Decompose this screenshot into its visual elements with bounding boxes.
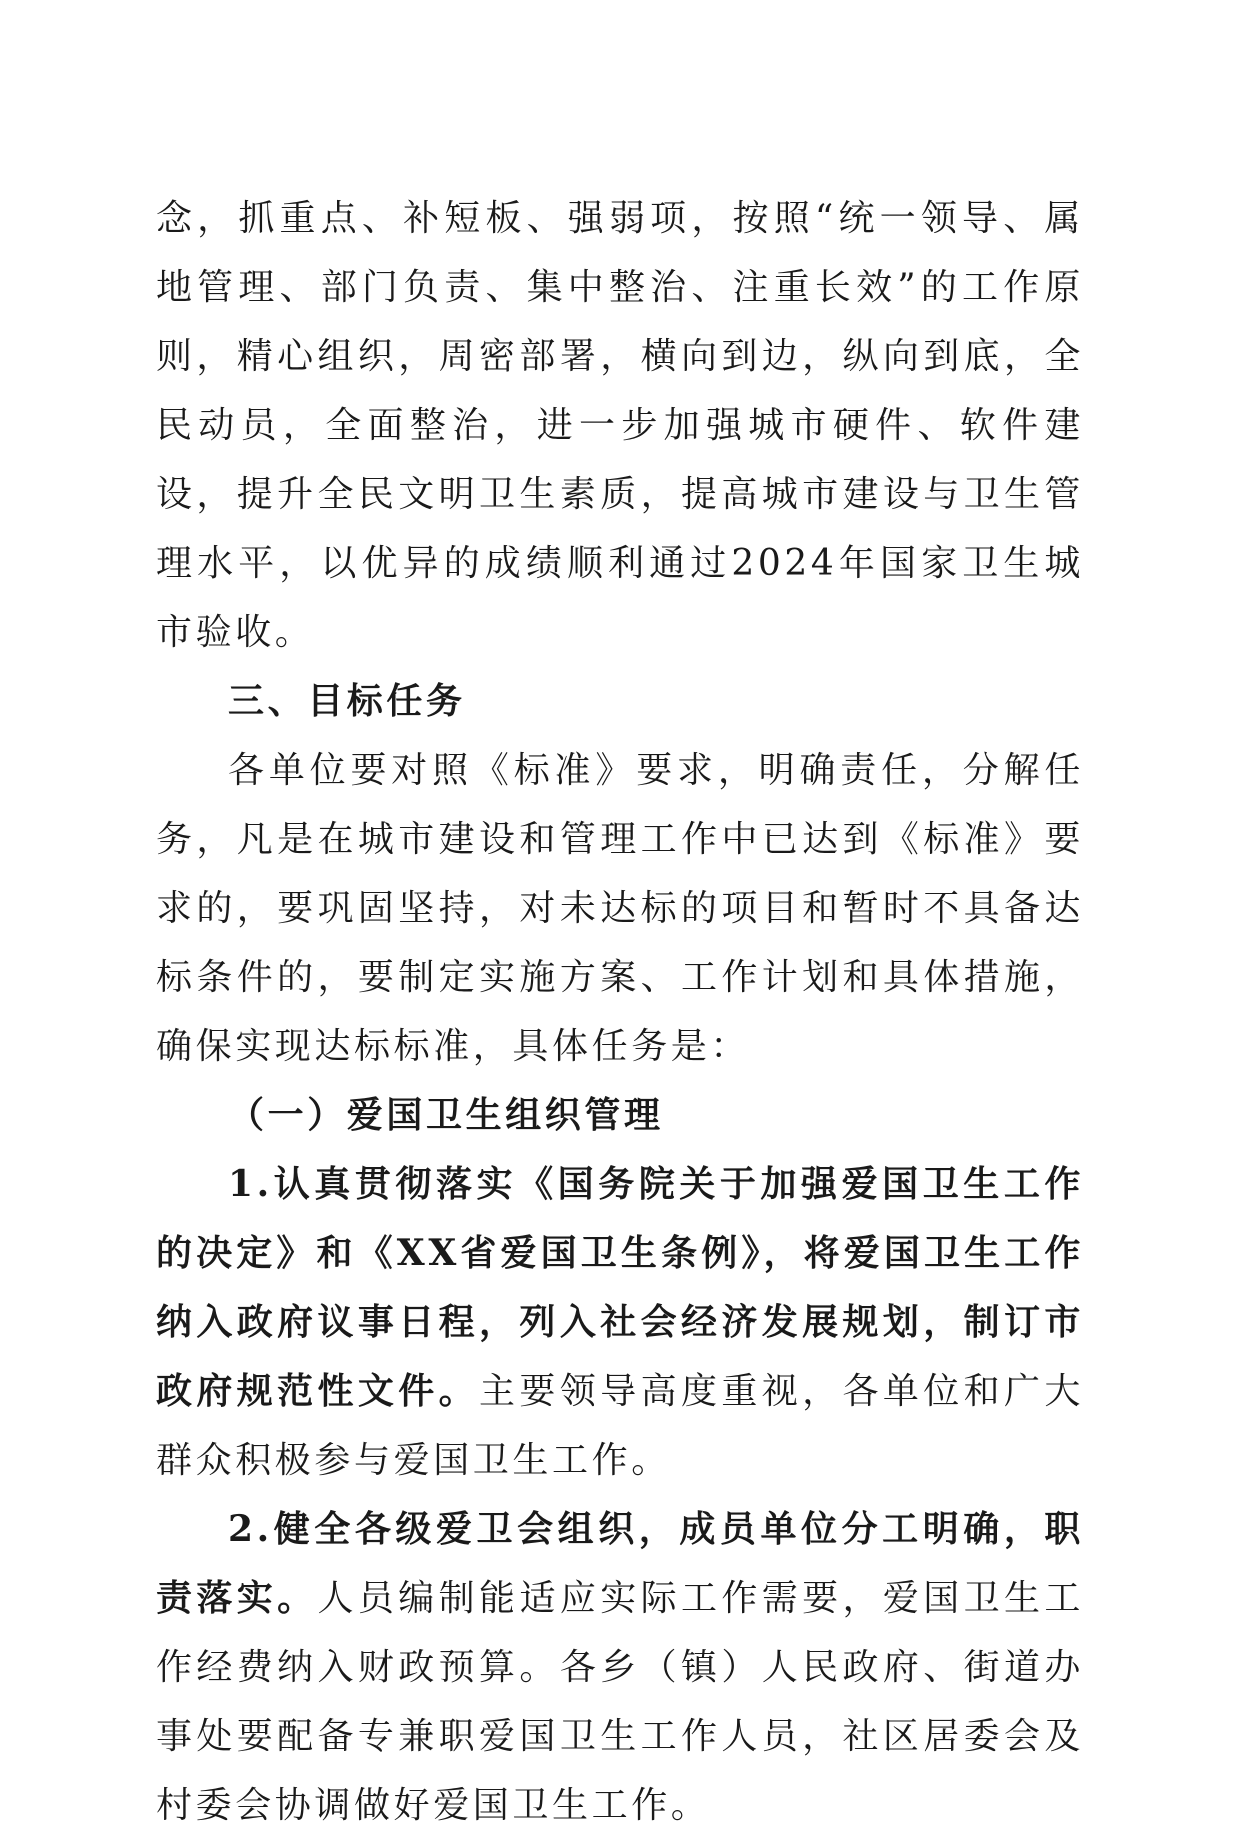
- list-item-2: [156, 1495, 1084, 1840]
- paragraph-intro: 各单位要对照《标准》要求，明确责任，分解任务，凡是在城市建设和管理工作中已达到《标准》要求的，要巩固坚持，对未达标的项目和暂时不具备达标条件的，要制定实施方案、工作计划和具体措施，确保实现达标标准，具体任务是：: [156, 750, 1084, 1067]
- paragraph-continuation: 念，抓重点、补短板、强弱项，按照“统一领导、属地管理、部门负责、集中整治、注重长效”的工作原则，精心组织，周密部署，横向到边，纵向到底，全民动员，全面整治，进一步加强城市硬件、软件建设，提升全民文明卫生素质，提高城市建设与卫生管理水平，以优异的成绩顺利通过2024年国家卫生城市验收。: [156, 198, 1084, 653]
- list-item-2-text: 人员编制能适应实际工作需要，爱国卫生工作经费纳入财政预算。各乡（镇）人民政府、街道办事处要配备专兼职爱国卫生工作人员，社区居委会及村委会协调做好爱国卫生工作。: [156, 1578, 1084, 1826]
- document-body: [156, 184, 1084, 1840]
- section-heading: 三、目标任务: [228, 680, 466, 722]
- list-item-2-lead: 2.健全各级爱卫会组织，成员单位分工明确，职责落实。: [156, 1508, 1084, 1619]
- list-item-1-lead: 1.认真贯彻落实《国务院关于加强爱国卫生工作的决定》和《XX省爱国卫生条例》，将爱国卫生工作纳入政府议事日程，列入社会经济发展规划，制订市政府规范性文件。: [156, 1163, 1084, 1412]
- list-item-1-text: 主要领导高度重视，各单位和广大群众积极参与爱国卫生工作。: [156, 1371, 1084, 1481]
- subsection-heading: （一）爱国卫生组织管理: [228, 1094, 664, 1136]
- list-item-1: [156, 1150, 1084, 1495]
